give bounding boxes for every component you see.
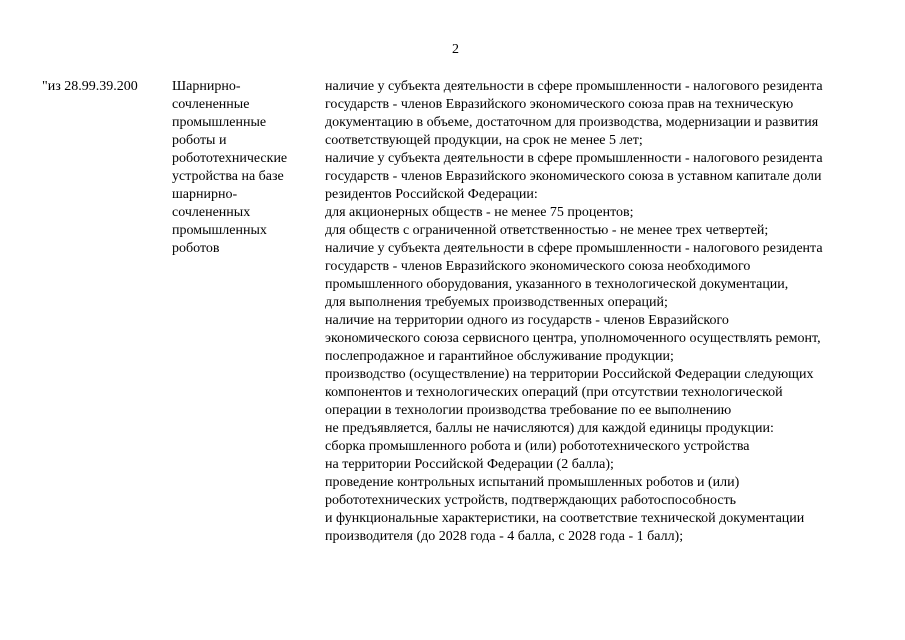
requirement-line: документацию в объеме, достаточном для производства, модернизации и развития <box>325 115 819 130</box>
requirement-line: резидентов Российской Федерации: <box>325 187 538 202</box>
requirement-line: промышленного оборудования, указанного в технологической документации, <box>325 277 789 292</box>
requirement-line: послепродажное и гарантийное обслуживание продукции; <box>325 349 674 364</box>
requirement-line: компонентов и технологических операций (при отсутствии технологической <box>325 385 783 400</box>
requirement-line: наличие на территории одного из государств - членов Евразийского <box>325 313 729 328</box>
requirement-line: на территории Российской Федерации (2 балла); <box>325 457 614 472</box>
product-name-line: робототехнические <box>172 151 288 166</box>
product-name-line: шарнирно- <box>172 187 238 202</box>
product-name <box>172 78 312 258</box>
requirement-line: наличие у субъекта деятельности в сфере промышленности - налогового резидента <box>325 151 823 166</box>
requirement-line: наличие у субъекта деятельности в сфере промышленности - налогового резидента <box>325 79 823 94</box>
requirement-line: для обществ с ограниченной ответственностью - не менее трех четвертей; <box>325 223 769 238</box>
requirement-line: наличие у субъекта деятельности в сфере промышленности - налогового резидента <box>325 241 823 256</box>
requirement-line: государств - членов Евразийского экономического союза прав на техническую <box>325 97 794 112</box>
product-name-line: сочлененных <box>172 205 251 220</box>
page-number: 2 <box>452 42 459 57</box>
product-name-line: устройства на базе <box>172 169 284 184</box>
product-name-line: промышленные <box>172 115 267 130</box>
requirement-line: и функциональные характеристики, на соответствие технической документации <box>325 511 805 526</box>
product-code: "из 28.99.39.200 <box>42 79 138 94</box>
requirement-line: операции в технологии производства требование по ее выполнению <box>325 403 732 418</box>
requirement-line: соответствующей продукции, на срок не менее 5 лет; <box>325 133 643 148</box>
requirement-line: производителя (до 2028 года - 4 балла, с 2028 года - 1 балл); <box>325 529 684 544</box>
requirement-line: производство (осуществление) на территории Российской Федерации следующих <box>325 367 814 382</box>
requirement-line: сборка промышленного робота и (или) робототехнического устройства <box>325 439 750 454</box>
product-name-line: роботов <box>172 241 220 256</box>
requirement-line: государств - членов Евразийского экономического союза необходимого <box>325 259 751 274</box>
requirement-line: не предъявляется, баллы не начисляются) для каждой единицы продукции: <box>325 421 774 436</box>
requirement-line: экономического союза сервисного центра, уполномоченного осуществлять ремонт, <box>325 331 821 346</box>
product-name-line: роботы и <box>172 133 227 148</box>
requirement-line: для акционерных обществ - не менее 75 процентов; <box>325 205 634 220</box>
requirement-line: для выполнения требуемых производственных операций; <box>325 295 668 310</box>
requirement-line: государств - членов Евразийского экономического союза в уставном капитале доли <box>325 169 822 184</box>
product-name-line: промышленных <box>172 223 267 238</box>
requirements-text <box>325 78 885 546</box>
requirement-line: проведение контрольных испытаний промышленных роботов и (или) <box>325 475 740 490</box>
product-name-line: Шарнирно- <box>172 79 241 94</box>
product-name-line: сочлененные <box>172 97 250 112</box>
requirement-line: робототехнических устройств, подтверждающих работоспособность <box>325 493 737 508</box>
